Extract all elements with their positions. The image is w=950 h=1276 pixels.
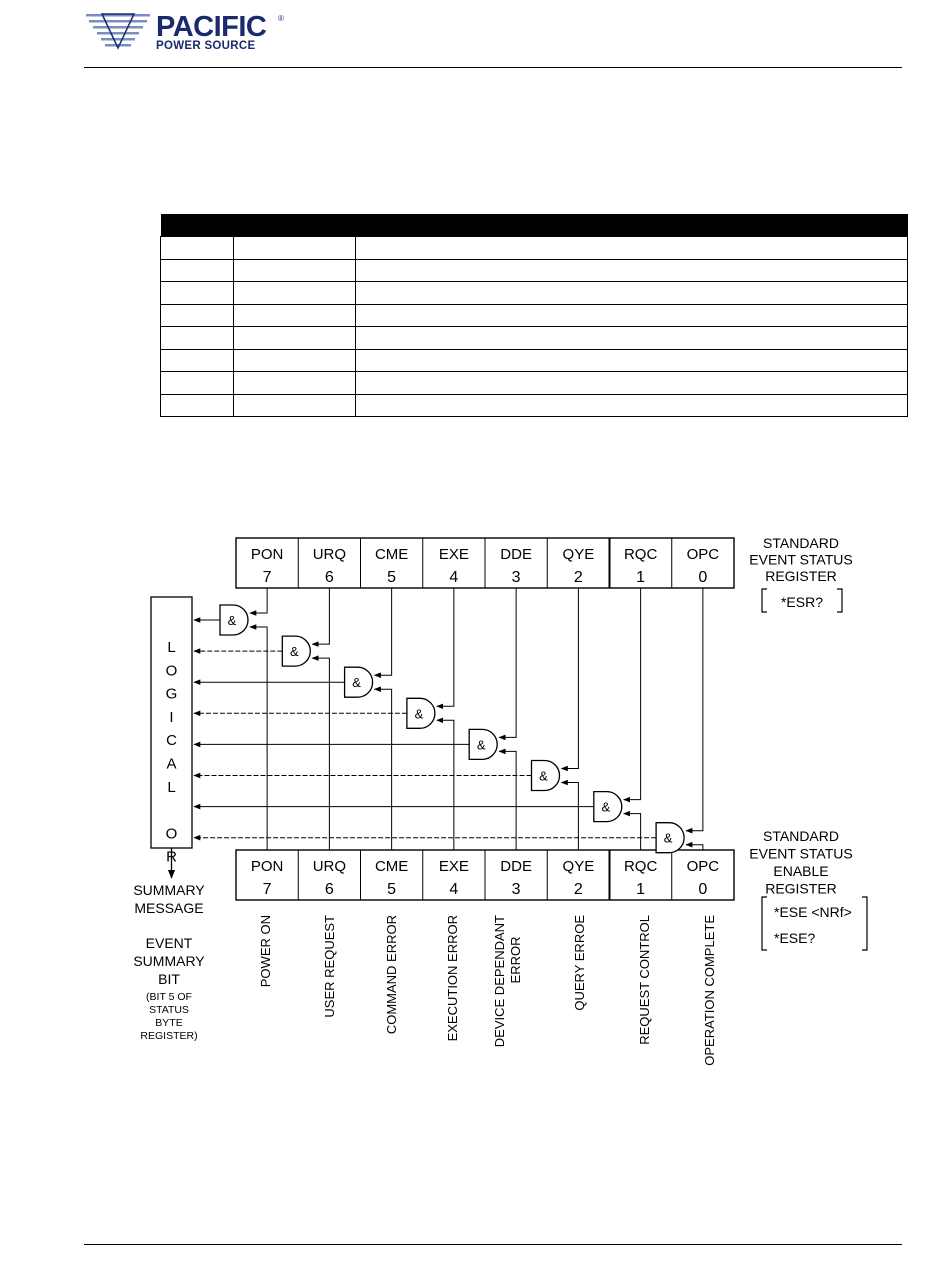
summary-message-text: SUMMARY [133, 882, 205, 898]
status-register-label: REGISTER [765, 568, 837, 584]
logical-or-letter: G [165, 685, 178, 703]
enable-register-label: STANDARD [763, 828, 839, 844]
ese-bit-wire [499, 751, 516, 850]
logo-name: PACIFIC [156, 11, 267, 43]
logical-or-letter: A [166, 755, 177, 773]
bit-description: COMMAND ERROR [384, 915, 399, 1035]
logo-registered-mark: ® [278, 14, 284, 23]
logical-or-letter: C [166, 732, 177, 750]
bit-description: QUERY ERROE [572, 915, 587, 1011]
esr-bit-number: 1 [636, 569, 646, 586]
event-summary-bit-text: EVENT [145, 935, 193, 951]
esr-bit-wire [312, 588, 329, 644]
ese-bit-number: 5 [387, 881, 397, 898]
esr-bit-wire [375, 588, 392, 675]
and-gate-symbol: & [476, 737, 486, 753]
ese-command-text: *ESE <NRf> [774, 904, 852, 920]
ese-bit-number: 4 [449, 881, 459, 898]
esr-bit-number: 2 [573, 569, 583, 586]
logo-tagline: POWER SOURCE [156, 40, 256, 52]
ese-bit-number: 7 [262, 881, 272, 898]
ese-bit-wire [686, 845, 703, 850]
bit-description-line2: ERROR [508, 936, 523, 984]
ese-bit-wire [562, 783, 579, 851]
esr-bracket-left [762, 589, 767, 612]
esr-bit-mnemonic: PON [250, 546, 284, 563]
ese-bit-wire [437, 720, 454, 850]
esr-bit-number: 7 [262, 569, 272, 586]
ese-bit-number: 3 [511, 881, 521, 898]
bit-description: OPERATION COMPLETE [702, 915, 717, 1066]
ese-query-text: *ESE? [774, 930, 816, 946]
ese-bit-number: 0 [698, 881, 708, 898]
esr-bit-wire [624, 588, 641, 800]
ese-bit-number: 6 [324, 881, 334, 898]
enable-register-box [236, 850, 734, 900]
enable-register-label: ENABLE [773, 863, 829, 879]
esr-bit-wire [562, 588, 579, 769]
and-gate-symbol: & [539, 768, 548, 784]
ese-bit-number: 1 [636, 881, 646, 898]
and-gate-symbol: & [601, 799, 611, 815]
bit-description: POWER ON [258, 915, 273, 988]
esr-bit-number: 5 [387, 569, 397, 586]
logical-or-letter: L [167, 778, 176, 796]
ese-bit-number: 2 [573, 881, 583, 898]
logical-or-letter: R [166, 848, 177, 866]
and-gates [194, 588, 703, 853]
footer-rule [84, 1244, 902, 1245]
bit-description: USER REQUEST [322, 915, 337, 1018]
esr-bit-wire [437, 588, 454, 706]
esr-bit-mnemonic: DDE [500, 546, 532, 563]
logical-or-block [133, 597, 205, 1042]
ese-bit-mnemonic: QYE [562, 858, 595, 875]
esr-query-text: *ESR? [780, 594, 824, 610]
event-summary-bit-text: BIT [158, 971, 180, 987]
enable-register-label: REGISTER [765, 880, 837, 897]
bit-description: REQUEST CONTROL [637, 915, 652, 1045]
ese-bit-mnemonic: CME [374, 858, 409, 875]
esr-bit-mnemonic: EXE [438, 546, 469, 563]
status-register-box [236, 538, 734, 588]
status-register-label: EVENT STATUS [749, 551, 853, 568]
ese-bit-wire [312, 658, 329, 850]
esr-bit-number: 6 [324, 569, 334, 586]
esr-bracket-right [837, 589, 842, 612]
bit-description: DEVICE DEPENDANT [492, 915, 507, 1048]
esr-bit-mnemonic: CME [374, 546, 409, 563]
esr-bit-mnemonic: RQC [623, 546, 658, 563]
logical-or-letter: O [165, 825, 178, 843]
esr-bit-wire [250, 588, 267, 613]
event-summary-note-text: REGISTER) [140, 1030, 198, 1042]
esr-bit-mnemonic: URQ [312, 546, 347, 563]
ese-bit-wire [624, 814, 641, 850]
and-gate-symbol: & [414, 706, 424, 722]
and-gate-symbol: & [663, 830, 673, 846]
ese-bit-mnemonic: EXE [438, 858, 469, 875]
bit-descriptions [258, 915, 717, 1066]
status-register-label: STANDARD [763, 535, 839, 551]
and-gate-symbol: & [227, 613, 237, 628]
event-summary-note-text: BYTE [155, 1017, 183, 1029]
logical-or-letter: O [165, 662, 178, 680]
register-labels [749, 535, 867, 950]
ese-bit-mnemonic: OPC [686, 858, 720, 875]
esr-bit-number: 4 [449, 569, 459, 586]
ese-bit-mnemonic: RQC [623, 858, 658, 875]
ese-bracket-left [762, 897, 767, 950]
ese-bit-mnemonic: PON [250, 858, 284, 875]
summary-message-text: MESSAGE [134, 900, 204, 916]
event-summary-bit-text: SUMMARY [133, 953, 205, 969]
event-summary-note-text: (BIT 5 OF [146, 991, 192, 1003]
esr-bit-mnemonic: OPC [686, 546, 720, 563]
logical-or-letter: L [167, 639, 176, 656]
enable-register-label: EVENT STATUS [749, 845, 853, 862]
ese-bit-wire [250, 627, 267, 850]
esr-bit-number: 3 [511, 569, 521, 586]
bit-description: EXECUTION ERROR [445, 915, 460, 1042]
esr-bit-wire [499, 588, 516, 737]
ese-bracket-right [862, 897, 867, 950]
esr-bit-mnemonic: QYE [562, 546, 595, 563]
event-summary-note-text: STATUS [149, 1004, 189, 1016]
ese-bit-mnemonic: DDE [500, 858, 532, 875]
esr-bit-number: 0 [698, 569, 708, 586]
logical-or-letter: I [169, 708, 174, 726]
ese-bit-mnemonic: URQ [312, 858, 347, 875]
and-gate-symbol: & [289, 644, 299, 660]
esr-bit-wire [686, 588, 703, 831]
and-gate-symbol: & [352, 675, 361, 691]
